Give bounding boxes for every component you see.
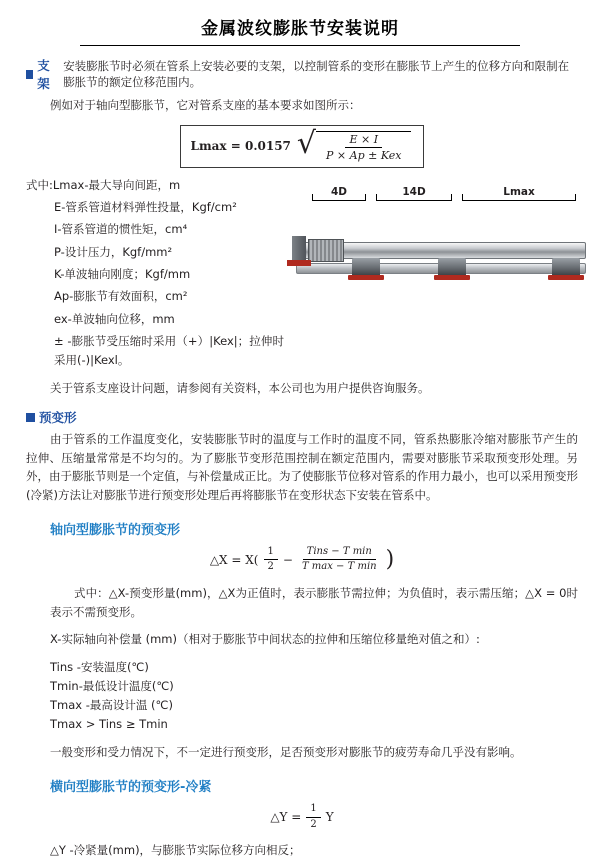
support-paragraph-1: 安装膨胀节时必须在管系上安装必要的支架，以控制管系的变形在膨胀节上产生的位移方向和限制在膨胀节的额定位移范围内。 xyxy=(63,59,570,89)
formula-lmax-box xyxy=(180,125,425,168)
title-underline xyxy=(80,45,520,46)
document-page xyxy=(0,14,600,858)
formula-lmax-denominator: P × Ap ± Kex xyxy=(326,148,402,162)
formula-axial-minus: − xyxy=(282,552,293,567)
definitions-and-diagram xyxy=(26,176,578,374)
diagram-dimline-lmax xyxy=(462,200,576,201)
formula-lateral-lhs: △Y = xyxy=(270,810,302,825)
formula-axial-lhs: △X = X( xyxy=(209,552,259,567)
definition-item: ± -膨胀节受压缩时采用（+）|Kex|；拉伸时采用(-)|Kexl。 xyxy=(54,333,284,368)
formula-lmax xyxy=(26,125,578,168)
formula-axial-predeform xyxy=(26,546,578,574)
axial-note: Tins -安装温度(℃) xyxy=(50,659,149,674)
section-heading-predeform xyxy=(26,408,578,426)
definition-item: P-设计压力，Kgf/mm² xyxy=(54,244,173,259)
formula-axial-temp-fraction xyxy=(298,546,381,574)
formula-lateral-coldspring xyxy=(26,803,578,831)
definition-item: 式中:Lmax-最大导向间距，m xyxy=(26,177,181,192)
support-paragraph-2: 例如对于轴向型膨胀节，它对管系支座的基本要求如图所示： xyxy=(50,98,361,112)
diagram-dimline-4d xyxy=(312,200,366,201)
diagram-pipe-area xyxy=(290,214,590,302)
square-bullet-icon xyxy=(26,413,35,422)
axial-note: Tmin-最低设计温度(℃) xyxy=(50,678,174,693)
formula-lateral-inline xyxy=(270,803,333,831)
section-heading-support-label: 支架 xyxy=(37,58,50,91)
guide-support-3 xyxy=(552,258,580,275)
guide-support-1 xyxy=(352,258,380,275)
square-bullet-icon xyxy=(26,70,33,79)
lateral-note: △Y -冷紧量(mm)，与膨胀节实际位移方向相反； xyxy=(50,843,301,858)
formula-axial-inline xyxy=(210,546,394,574)
diagram-dimline-14d xyxy=(376,200,452,201)
axial-note: X-实际轴向补偿量 (mm)（相对于膨胀节中间状态的拉伸和压缩位移量绝对值之和）: xyxy=(50,632,480,647)
axial-note: Tmax > Tins ≥ Tmin xyxy=(50,717,168,732)
predeform-paragraph: 由于管系的工作温度变化，安装膨胀节时的温度与工作时的温度不同，管系热膨胀冷缩对膨胀节产生的拉伸、压缩量常常是不均匀的。为了膨胀节变形范围控制在额定范围内，需要对膨胀节采取预变形处理。另外，由于膨胀节则是一个定值，与补偿量成正比。为了使膨胀节位移对管系的作用力最小，也可以采用预变形(冷紧)方法让对膨胀节进行预变形处理后再将膨胀节在变形状态下安装在管系中。 xyxy=(26,432,578,502)
subsection-heading-lateral: 横向型膨胀节的预变形-冷紧 xyxy=(50,780,212,796)
definition-item: Ap-膨胀节有效面积，cm² xyxy=(54,289,188,304)
main-anchor xyxy=(292,236,306,260)
definition-item: E-管系管道材料弹性投量，Kgf/cm² xyxy=(54,199,237,214)
section-heading-predeform-label: 预变形 xyxy=(39,410,77,426)
definition-item: K-单波轴向刚度；Kgf/mm xyxy=(54,266,191,281)
definition-item: I-管系管道的惯性矩，cm⁴ xyxy=(54,222,188,237)
formula-lateral-half-den: 2 xyxy=(310,818,317,830)
definition-item: ex-单波轴向位移，mm xyxy=(54,311,175,326)
formula-lmax-numerator: E × I xyxy=(345,133,382,148)
axial-note: 式中：△X-预变形量(mm)，△X为正值时，表示膨胀节需拉伸；为负值时，表示需压缩；△X = 0时表示不需预变形。 xyxy=(50,585,578,619)
formula-axial-half xyxy=(264,546,278,574)
diagram-label-4d: 4D xyxy=(330,185,348,198)
guide-support-2 xyxy=(438,258,466,275)
bellows-expansion-joint xyxy=(308,239,344,262)
contact-note: 关于管系支座设计问题，请参阅有关资料，本公司也为用户提供咨询服务。 xyxy=(50,381,430,396)
formula-axial-temp-num: Tins − T min xyxy=(303,546,376,561)
formula-axial-rhs: ) xyxy=(385,546,395,572)
formula-lateral-half-num: 1 xyxy=(306,803,320,818)
diagram-label-lmax: Lmax xyxy=(503,185,535,198)
formula-axial-half-num: 1 xyxy=(264,546,278,561)
axial-note: Tmax -最高设计温 (℃) xyxy=(50,698,173,713)
formula-lmax-radical xyxy=(296,125,412,162)
definition-list xyxy=(26,176,284,374)
section-heading-support xyxy=(26,56,578,92)
formula-axial-temp-den: T max − T min xyxy=(301,561,377,573)
axial-note: 一般变形和受力情况下，不一定进行预变形，足否预变形对膨胀节的疲劳寿命几乎没有影响。 xyxy=(50,744,522,759)
formula-lateral-half xyxy=(306,803,320,831)
pipe-support-diagram xyxy=(290,186,578,304)
formula-axial-half-den: 2 xyxy=(267,561,274,573)
radical-sign-icon: √ xyxy=(296,125,317,161)
document-body xyxy=(0,56,600,860)
formula-lateral-rhs: Y xyxy=(325,810,334,825)
subsection-heading-axial: 轴向型膨胀节的预变形 xyxy=(50,522,181,538)
diagram-label-14d: 14D xyxy=(402,185,426,198)
formula-lmax-fraction xyxy=(316,131,411,162)
formula-lmax-lhs: Lmax = 0.0157 xyxy=(190,139,291,154)
page-title: 金属波纹膨胀节安装说明 xyxy=(201,19,399,39)
